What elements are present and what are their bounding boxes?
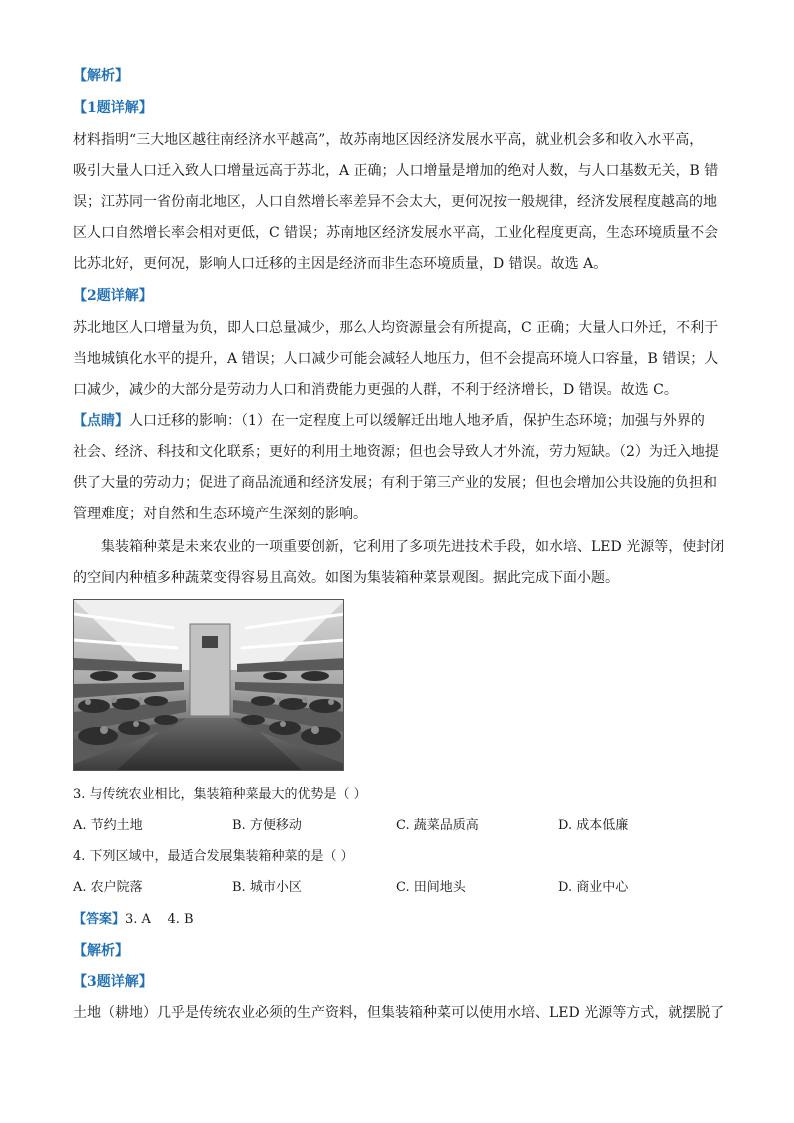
q1-text-line: 误；江苏同一省份南北地区，人口自然增长率差异不会太大，更何况按一般规律，经济发展程度越高的地 bbox=[73, 194, 717, 210]
answer-text: 3. A 4. B bbox=[125, 912, 194, 927]
q2-text-line: 当地城镇化水平的提升，A 错误；人口减少可能会减轻人地压力，但不会提高环境人口容量，B 错误；人 bbox=[73, 351, 719, 367]
answer-line bbox=[73, 910, 194, 930]
analysis-heading: 【解析】 bbox=[73, 68, 129, 84]
q3-option-a[interactable]: A. 节约土地 bbox=[73, 818, 143, 833]
q4-option-b[interactable]: B. 城市小区 bbox=[232, 880, 302, 895]
q1-detail-heading: 【1题详解】 bbox=[73, 100, 153, 116]
tip-text-line: 社会、经济、科技和文化联系；更好的利用土地资源；但也会导致人才外流，劳力短缺。（2）为迁入地提 bbox=[73, 444, 719, 460]
q4-stem: 4. 下列区域中，最适合发展集装箱种菜的是（ ） bbox=[73, 849, 354, 864]
q3-option-d[interactable]: D. 成本低廉 bbox=[558, 818, 629, 833]
intro-text-line: 集装箱种菜是未来农业的一项重要创新，它利用了多项先进技术手段，如水培、LED 光源等，使封闭 bbox=[101, 539, 725, 555]
q1-text-line: 材料指明“三大地区越往南经济水平越高”，故苏南地区因经济发展水平高，就业机会多和收入水平高， bbox=[73, 132, 704, 148]
q4-option-c[interactable]: C. 田间地头 bbox=[396, 880, 466, 895]
q4-option-d[interactable]: D. 商业中心 bbox=[558, 880, 629, 895]
container-farm-photo bbox=[73, 599, 344, 771]
analysis-heading-2: 【解析】 bbox=[73, 943, 129, 959]
q3-text-line: 土地（耕地）几乎是传统农业必须的生产资料，但集装箱种菜可以使用水培、LED 光源等方式，就摆脱了 bbox=[73, 1005, 725, 1021]
q3-detail-heading: 【3题详解】 bbox=[73, 974, 153, 990]
q1-text-line: 区人口自然增长率会相对更低，C 错误；苏南地区经济发展水平高，工业化程度更高，生态环境质量不会 bbox=[73, 225, 719, 241]
q2-detail-heading: 【2题详解】 bbox=[73, 288, 153, 304]
q1-text-line: 吸引大量人口迁入致人口增量远高于苏北，A 正确；人口增量是增加的绝对人数，与人口基数无关，B 错 bbox=[73, 163, 719, 179]
q2-text-line: 口减少，减少的大部分是劳动力人口和消费能力更强的人群，不利于经济增长，D 错误。故选 C。 bbox=[73, 382, 678, 398]
tip-text: 人口迁移的影响：（1）在一定程度上可以缓解迁出地人地矛盾，保护生态环境；加强与外界的 bbox=[129, 413, 705, 429]
q2-text-line: 苏北地区人口增量为负，即人口总量减少，那么人均资源量会有所提高，C 正确；大量人口外迁，不利于 bbox=[73, 320, 719, 336]
tip-paragraph-first-line bbox=[73, 411, 705, 431]
q1-text-line: 比苏北好，更何况，影响人口迁移的主因是经济而非生态环境质量，D 错误。故选 A。 bbox=[73, 256, 608, 272]
answer-heading: 【答案】 bbox=[73, 912, 126, 927]
intro-text-line: 的空间内种植多种蔬菜变得容易且高效。如图为集装箱种菜景观图。据此完成下面小题。 bbox=[73, 570, 619, 586]
q3-option-c[interactable]: C. 蔬菜品质高 bbox=[396, 818, 479, 833]
tip-heading: 【点睛】 bbox=[73, 413, 129, 429]
tip-text-line: 供了大量的劳动力；促进了商品流通和经济发展；有利于第三产业的发展；但也会增加公共设施的负担和 bbox=[73, 475, 717, 491]
q3-option-b[interactable]: B. 方便移动 bbox=[232, 818, 302, 833]
q3-stem: 3. 与传统农业相比，集装箱种菜最大的优势是（ ） bbox=[73, 787, 367, 802]
q4-option-a[interactable]: A. 农户院落 bbox=[73, 880, 143, 895]
container-farm-illustration bbox=[74, 600, 344, 771]
tip-text-line: 管理难度；对自然和生态环境产生深刻的影响。 bbox=[73, 506, 367, 522]
